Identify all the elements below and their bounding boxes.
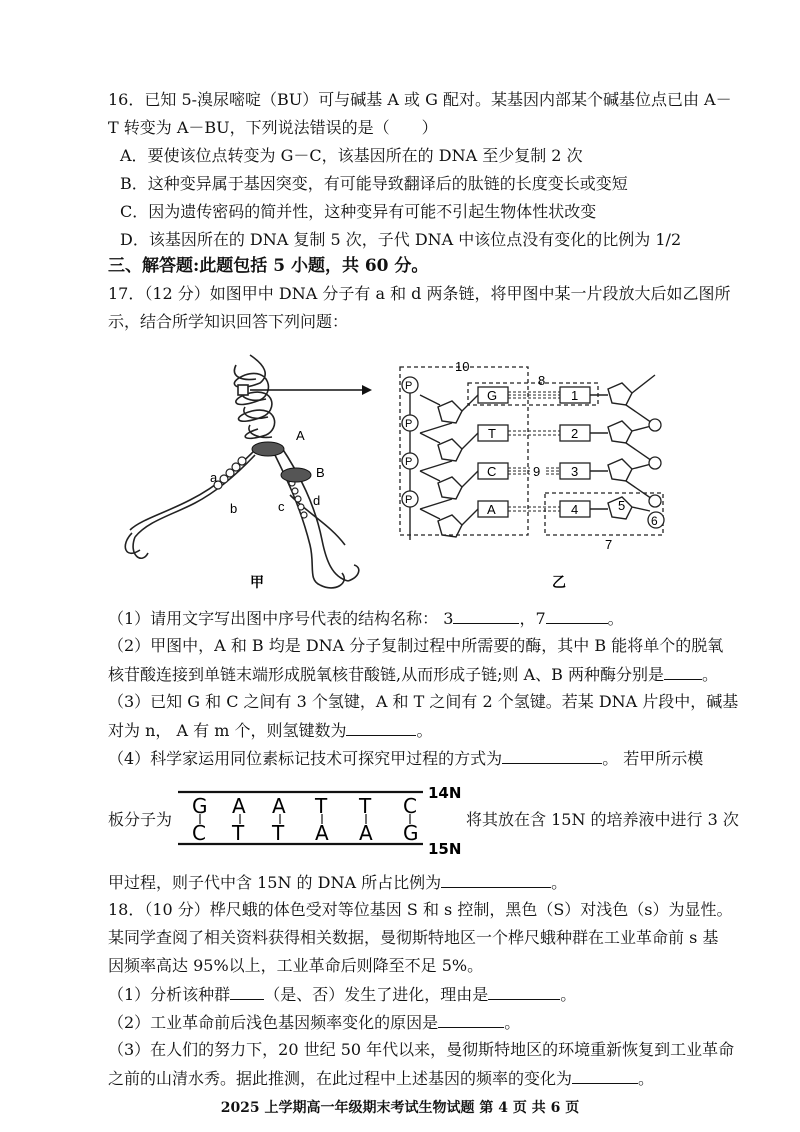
answer-blank-method[interactable] bbox=[502, 748, 602, 764]
answer-blank-ratio[interactable] bbox=[441, 872, 551, 888]
q17-part4-last-text: 甲过程，则子代中含 15N 的 DNA 所占比例为 bbox=[108, 873, 442, 892]
q17-part2-line1: （2）甲图中，A 和 B 均是 DNA 分子复制过程中所需要的酶，其中 B 能将单个的脱氧 bbox=[108, 636, 724, 655]
phosphate-1: P bbox=[405, 380, 413, 392]
label-b: b bbox=[230, 501, 238, 516]
num-7: 7 bbox=[605, 537, 613, 552]
answer-blank-enzymes[interactable] bbox=[664, 664, 702, 680]
dna-segment-diagram bbox=[400, 359, 664, 552]
answer-blank-hbonds[interactable] bbox=[346, 720, 416, 736]
label-d: d bbox=[313, 493, 321, 508]
q17-part3-end: 。 bbox=[416, 721, 433, 740]
answer-blank-frequency[interactable] bbox=[572, 1068, 638, 1084]
q17-part4-text: （4）科学家运用同位素标记技术可探究甲过程的方式为 bbox=[108, 749, 503, 768]
label-a: a bbox=[210, 470, 218, 485]
enzyme-a bbox=[252, 442, 284, 456]
q18-line2: 某同学查阅了相关资料获得相关数据，曼彻斯特地区一个桦尺蛾种群在工业革命前 s 基 bbox=[108, 928, 719, 947]
q17-part1-end: 。 bbox=[607, 609, 624, 628]
tpl-bot-4: A bbox=[315, 821, 329, 845]
q18-part2-end: 。 bbox=[504, 1013, 521, 1032]
base-right-3: 3 bbox=[571, 464, 579, 479]
q16-option-a: A．要使该位点转变为 G－C，该基因所在的 DNA 至少复制 2 次 bbox=[120, 146, 583, 165]
caption-yi: 乙 bbox=[552, 574, 566, 590]
q17-part4-post: 将其放在含 15N 的培养液中进行 3 次 bbox=[466, 810, 739, 829]
num-9: 9 bbox=[533, 464, 541, 479]
q18-line3: 因频率高达 95%以上，工业革命后则降至不足 5%。 bbox=[108, 956, 484, 975]
base-left-3: C bbox=[487, 464, 497, 479]
tpl-bot-6: G bbox=[403, 821, 419, 845]
q18-part1 bbox=[108, 984, 576, 1005]
base-left-2: T bbox=[488, 426, 496, 441]
q17-part4-pre: 板分子为 bbox=[108, 810, 173, 829]
num-6: 6 bbox=[651, 514, 658, 528]
label-c: c bbox=[278, 499, 285, 514]
q18-part1-text-b: （是、否）发生了进化，理由是 bbox=[264, 985, 489, 1004]
q18-part1-text: （1）分析该种群 bbox=[108, 985, 231, 1004]
q17-part2-text: 核苷酸连接到单链末端形成脱氧核苷酸链,从而形成子链;则 A、B 两种酶分别是 bbox=[108, 665, 664, 684]
q16-option-d: D．该基因所在的 DNA 复制 5 次，子代 DNA 中该位点没有变化的比例为 1/2 bbox=[120, 230, 682, 249]
tpl-top-2: A bbox=[232, 794, 246, 818]
answer-blank-cause[interactable] bbox=[438, 1012, 504, 1028]
q17-part3-text: 对为 n， A 有 m 个，则氢键数为 bbox=[108, 721, 347, 740]
q18-part3-line2 bbox=[108, 1068, 654, 1089]
q18-part3-text: 之前的山清水秀。据此推测，在此过程中上述基因的频率的变化为 bbox=[108, 1069, 573, 1088]
q17-part4-line1 bbox=[108, 748, 703, 769]
q16-stem-line1: 16．已知 5-溴尿嘧啶（BU）可与碱基 A 或 G 配对。某基因内部某个碱基位点已由 A－ bbox=[108, 90, 732, 109]
answer-blank-7[interactable] bbox=[546, 608, 608, 624]
caption-jia: 甲 bbox=[250, 574, 264, 590]
q17-part1-text: （1）请用文字写出图中序号代表的结构名称： 3 bbox=[108, 609, 454, 628]
label-B: B bbox=[316, 465, 325, 480]
tpl-top-3: A bbox=[272, 794, 286, 818]
tpl-top-1: G bbox=[192, 794, 208, 818]
q17-part3-line2 bbox=[108, 720, 432, 741]
answer-blank-reason[interactable] bbox=[488, 984, 560, 1000]
template-dna-diagram bbox=[178, 778, 468, 858]
base-right-4: 4 bbox=[571, 502, 579, 517]
phosphate-2: P bbox=[405, 418, 413, 430]
q17-part4-last bbox=[108, 872, 567, 893]
num-10: 10 bbox=[455, 359, 470, 374]
label-14N: 14N bbox=[428, 784, 462, 802]
tpl-bot-5: A bbox=[359, 821, 373, 845]
base-right-1: 1 bbox=[571, 388, 579, 403]
answer-blank-3[interactable] bbox=[453, 608, 519, 624]
q18-part3-line1: （3）在人们的努力下，20 世纪 50 年代以来，曼彻斯特地区的环境重新恢复到工业革命 bbox=[108, 1040, 735, 1059]
base-left-1: G bbox=[487, 388, 498, 403]
q16-option-c: C．因为遗传密码的简并性，这种变异有可能不引起生物体性状改变 bbox=[120, 202, 597, 221]
q17-part2-end: 。 bbox=[701, 665, 718, 684]
enzyme-b bbox=[281, 468, 311, 482]
tpl-bot-1: C bbox=[192, 821, 206, 845]
tpl-bot-2: T bbox=[232, 821, 245, 845]
q17-part1-text-b: ，7 bbox=[519, 609, 546, 628]
base-left-4: A bbox=[487, 502, 496, 517]
tpl-top-6: C bbox=[403, 794, 417, 818]
phosphate-3: P bbox=[405, 456, 413, 468]
tpl-top-5: T bbox=[359, 794, 372, 818]
label-A: A bbox=[296, 428, 305, 443]
num-8: 8 bbox=[538, 373, 546, 388]
base-right-2: 2 bbox=[571, 426, 579, 441]
num-5: 5 bbox=[618, 498, 626, 513]
q18-part2 bbox=[108, 1012, 520, 1033]
q17-intro-line1: 17．（12 分）如图甲中 DNA 分子有 a 和 d 两条链，将甲图中某一片段放大后如乙图所 bbox=[108, 284, 731, 303]
q17-intro-line2: 示，结合所学知识回答下列问题： bbox=[108, 312, 349, 331]
tpl-bot-3: T bbox=[272, 821, 285, 845]
q16-option-b: B．这种变异属于基因突变，有可能导致翻译后的肽链的长度变长或变短 bbox=[120, 174, 628, 193]
q17-part3-line1: （3）已知 G 和 C 之间有 3 个氢键，A 和 T 之间有 2 个氢键。若某 DNA 片段中，碱基 bbox=[108, 692, 739, 711]
label-15N: 15N bbox=[428, 840, 462, 858]
answer-blank-evolved[interactable] bbox=[230, 984, 264, 1000]
tpl-top-4: T bbox=[315, 794, 328, 818]
section-title: 三、解答题:此题包括 5 小题，共 60 分。 bbox=[108, 256, 429, 276]
q16-stem-line2: T 转变为 A－BU，下列说法错误的是（ ） bbox=[108, 118, 438, 137]
q18-part2-text: （2）工业革命前后浅色基因频率变化的原因是 bbox=[108, 1013, 439, 1032]
q17-part4-last-end: 。 bbox=[551, 873, 568, 892]
q17-part2-line2 bbox=[108, 664, 718, 685]
q18-part3-end: 。 bbox=[638, 1069, 655, 1088]
page-footer: 2025 上学期高一年级期末考试生物试题 第 4 页 共 6 页 bbox=[220, 1100, 580, 1116]
q17-part4-text-end: 。 若甲所示模 bbox=[602, 749, 704, 768]
phosphate-4: P bbox=[405, 494, 413, 506]
q18-part1-end: 。 bbox=[560, 985, 577, 1004]
q17-part1 bbox=[108, 608, 624, 629]
dna-figure bbox=[110, 345, 700, 595]
q18-line1: 18．（10 分）桦尺蛾的体色受对等位基因 S 和 s 控制，黑色（S）对浅色（s）为显性。 bbox=[108, 900, 733, 919]
